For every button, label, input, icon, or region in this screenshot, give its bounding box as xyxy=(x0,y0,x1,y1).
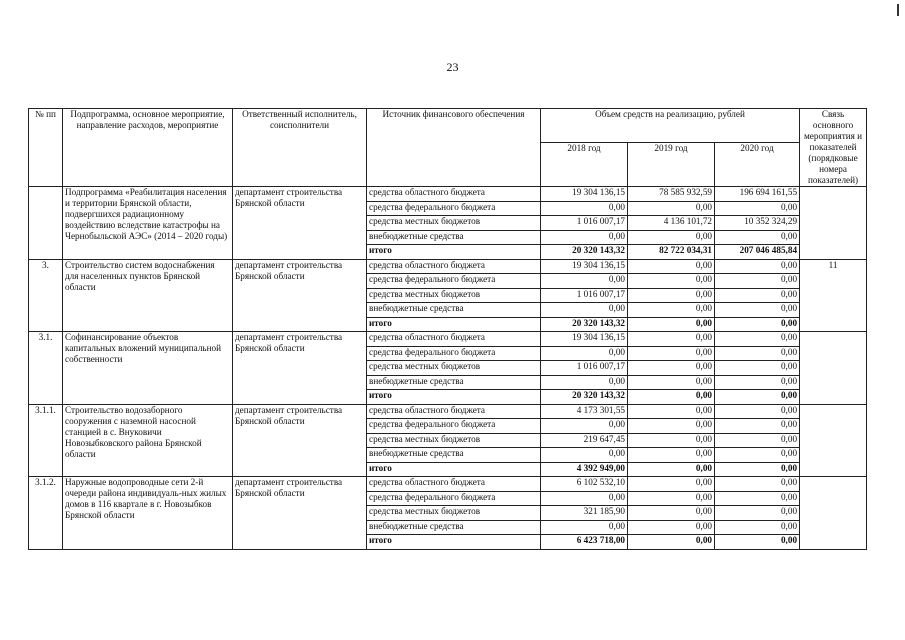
measure-name: Строительство систем водоснабжения для населенных пунктов Брянской области xyxy=(63,259,233,332)
table-row xyxy=(29,404,867,419)
funding-source: средства федерального бюджета xyxy=(367,491,541,506)
funding-source: средства федерального бюджета xyxy=(367,346,541,361)
table-row xyxy=(29,332,867,347)
amount-2019: 0,00 xyxy=(628,317,715,332)
amount-2020: 0,00 xyxy=(715,361,800,376)
header-subprogram: Подпрограмма, основное мероприятие, направление расходов, мероприятие xyxy=(63,109,233,187)
row-number: 3.1.1. xyxy=(29,404,63,477)
funding-source: средства федерального бюджета xyxy=(367,419,541,434)
amount-2020: 0,00 xyxy=(715,462,800,477)
amount-2018: 0,00 xyxy=(541,274,628,289)
indicator-link xyxy=(800,332,867,405)
amount-2020: 0,00 xyxy=(715,419,800,434)
amount-2019: 0,00 xyxy=(628,375,715,390)
amount-2020: 0,00 xyxy=(715,448,800,463)
funding-source: итого xyxy=(367,535,541,550)
row-number: 3.1.2. xyxy=(29,477,63,550)
header-responsible: Ответственный исполнитель, соисполнители xyxy=(233,109,367,187)
amount-2019: 0,00 xyxy=(628,404,715,419)
indicator-link xyxy=(800,404,867,477)
amount-2019: 0,00 xyxy=(628,259,715,274)
amount-2019: 0,00 xyxy=(628,448,715,463)
measure-name: Подпрограмма «Реабилитация населения и территории Брянской области, подвергшихся радиационному воздействию вследствие катастрофы на Чернобыльской АЭС» (2014 – 2020 годы) xyxy=(63,187,233,260)
amount-2018: 0,00 xyxy=(541,419,628,434)
indicator-link xyxy=(800,187,867,260)
responsible-executor: департамент строительства Брянской области xyxy=(233,477,367,550)
amount-2018: 20 320 143,32 xyxy=(541,390,628,405)
amount-2020: 0,00 xyxy=(715,230,800,245)
funding-source: средства областного бюджета xyxy=(367,332,541,347)
page-number: 23 xyxy=(446,60,459,74)
amount-2018: 19 304 136,15 xyxy=(541,332,628,347)
amount-2020: 0,00 xyxy=(715,535,800,550)
amount-2020: 0,00 xyxy=(715,506,800,521)
table-row xyxy=(29,259,867,274)
table-body xyxy=(29,187,867,550)
amount-2019: 0,00 xyxy=(628,477,715,492)
amount-2020: 10 352 324,29 xyxy=(715,216,800,231)
funding-source: внебюджетные средства xyxy=(367,375,541,390)
amount-2019: 0,00 xyxy=(628,433,715,448)
amount-2020: 207 046 485,84 xyxy=(715,245,800,260)
measure-name: Наружные водопроводные сети 2-й очереди района индивидуаль-ных жилых домов в 116 квартале в г. Новозыбков Брянской области xyxy=(63,477,233,550)
row-number: 3. xyxy=(29,259,63,332)
amount-2019: 4 136 101,72 xyxy=(628,216,715,231)
funding-source: средства областного бюджета xyxy=(367,404,541,419)
amount-2020: 196 694 161,55 xyxy=(715,187,800,202)
amount-2018: 19 304 136,15 xyxy=(541,187,628,202)
amount-2020: 0,00 xyxy=(715,303,800,318)
amount-2019: 0,00 xyxy=(628,419,715,434)
amount-2019: 0,00 xyxy=(628,491,715,506)
amount-2018: 0,00 xyxy=(541,375,628,390)
amount-2019: 0,00 xyxy=(628,520,715,535)
measure-name: Строительство водозаборного сооружения с наземной насосной станцией в с. Внуковичи Новозыбковского района Брянской области xyxy=(63,404,233,477)
amount-2018: 321 185,90 xyxy=(541,506,628,521)
funding-source: средства областного бюджета xyxy=(367,259,541,274)
responsible-executor: департамент строительства Брянской области xyxy=(233,332,367,405)
amount-2019: 0,00 xyxy=(628,230,715,245)
amount-2018: 19 304 136,15 xyxy=(541,259,628,274)
amount-2019: 0,00 xyxy=(628,535,715,550)
funding-source: внебюджетные средства xyxy=(367,230,541,245)
amount-2018: 0,00 xyxy=(541,520,628,535)
row-number xyxy=(29,187,63,260)
amount-2018: 20 320 143,32 xyxy=(541,317,628,332)
funding-source: итого xyxy=(367,245,541,260)
amount-2020: 0,00 xyxy=(715,288,800,303)
amount-2019: 0,00 xyxy=(628,346,715,361)
funding-source: средства местных бюджетов xyxy=(367,361,541,376)
funding-source: средства местных бюджетов xyxy=(367,433,541,448)
amount-2018: 1 016 007,17 xyxy=(541,288,628,303)
amount-2020: 0,00 xyxy=(715,491,800,506)
amount-2018: 1 016 007,17 xyxy=(541,216,628,231)
funding-source: средства федерального бюджета xyxy=(367,274,541,289)
amount-2020: 0,00 xyxy=(715,477,800,492)
amount-2020: 0,00 xyxy=(715,259,800,274)
amount-2019: 0,00 xyxy=(628,303,715,318)
amount-2019: 0,00 xyxy=(628,361,715,376)
header-year-2018: 2018 год xyxy=(541,142,628,187)
header-source: Источник финансового обеспечения xyxy=(367,109,541,187)
amount-2020: 0,00 xyxy=(715,390,800,405)
amount-2018: 0,00 xyxy=(541,303,628,318)
responsible-executor: департамент строительства Брянской области xyxy=(233,404,367,477)
funding-source: средства местных бюджетов xyxy=(367,216,541,231)
responsible-executor: департамент строительства Брянской области xyxy=(233,259,367,332)
indicator-link xyxy=(800,477,867,550)
measure-name: Софинансирование объектов капитальных вложений муниципальной собственности xyxy=(63,332,233,405)
funding-source: итого xyxy=(367,390,541,405)
amount-2019: 0,00 xyxy=(628,288,715,303)
amount-2020: 0,00 xyxy=(715,375,800,390)
amount-2019: 0,00 xyxy=(628,332,715,347)
amount-2019: 78 585 932,59 xyxy=(628,187,715,202)
amount-2018: 0,00 xyxy=(541,448,628,463)
table-row xyxy=(29,477,867,492)
funding-source: итого xyxy=(367,317,541,332)
budget-table xyxy=(28,108,867,550)
funding-source: средства областного бюджета xyxy=(367,187,541,202)
amount-2020: 0,00 xyxy=(715,332,800,347)
funding-source: итого xyxy=(367,462,541,477)
funding-source: внебюджетные средства xyxy=(367,520,541,535)
amount-2020: 0,00 xyxy=(715,433,800,448)
funding-source: средства местных бюджетов xyxy=(367,506,541,521)
amount-2019: 82 722 034,31 xyxy=(628,245,715,260)
amount-2020: 0,00 xyxy=(715,274,800,289)
amount-2019: 0,00 xyxy=(628,462,715,477)
amount-2018: 0,00 xyxy=(541,201,628,216)
header-num: № пп xyxy=(29,109,63,187)
scan-edge-mark xyxy=(897,4,899,16)
amount-2020: 0,00 xyxy=(715,404,800,419)
amount-2019: 0,00 xyxy=(628,506,715,521)
amount-2018: 219 647,45 xyxy=(541,433,628,448)
header-year-2020: 2020 год xyxy=(715,142,800,187)
amount-2018: 0,00 xyxy=(541,230,628,245)
amount-2018: 0,00 xyxy=(541,346,628,361)
amount-2019: 0,00 xyxy=(628,201,715,216)
amount-2020: 0,00 xyxy=(715,520,800,535)
funding-source: внебюджетные средства xyxy=(367,448,541,463)
amount-2018: 0,00 xyxy=(541,491,628,506)
funding-source: средства областного бюджета xyxy=(367,477,541,492)
amount-2018: 6 102 532,10 xyxy=(541,477,628,492)
header-link: Связь основного мероприятия и показателей (порядковые номера показателей) xyxy=(800,109,867,187)
amount-2020: 0,00 xyxy=(715,201,800,216)
header-year-2019: 2019 год xyxy=(628,142,715,187)
indicator-link: 11 xyxy=(800,259,867,332)
row-number: 3.1. xyxy=(29,332,63,405)
funding-source: средства местных бюджетов xyxy=(367,288,541,303)
header-amount: Объем средств на реализацию, рублей xyxy=(541,109,800,143)
table-row xyxy=(29,187,867,202)
amount-2020: 0,00 xyxy=(715,346,800,361)
amount-2019: 0,00 xyxy=(628,390,715,405)
funding-source: средства федерального бюджета xyxy=(367,201,541,216)
amount-2018: 4 392 949,00 xyxy=(541,462,628,477)
amount-2018: 20 320 143,32 xyxy=(541,245,628,260)
amount-2018: 4 173 301,55 xyxy=(541,404,628,419)
amount-2018: 1 016 007,17 xyxy=(541,361,628,376)
funding-source: внебюджетные средства xyxy=(367,303,541,318)
amount-2020: 0,00 xyxy=(715,317,800,332)
amount-2019: 0,00 xyxy=(628,274,715,289)
amount-2018: 6 423 718,00 xyxy=(541,535,628,550)
responsible-executor: департамент строительства Брянской области xyxy=(233,187,367,260)
